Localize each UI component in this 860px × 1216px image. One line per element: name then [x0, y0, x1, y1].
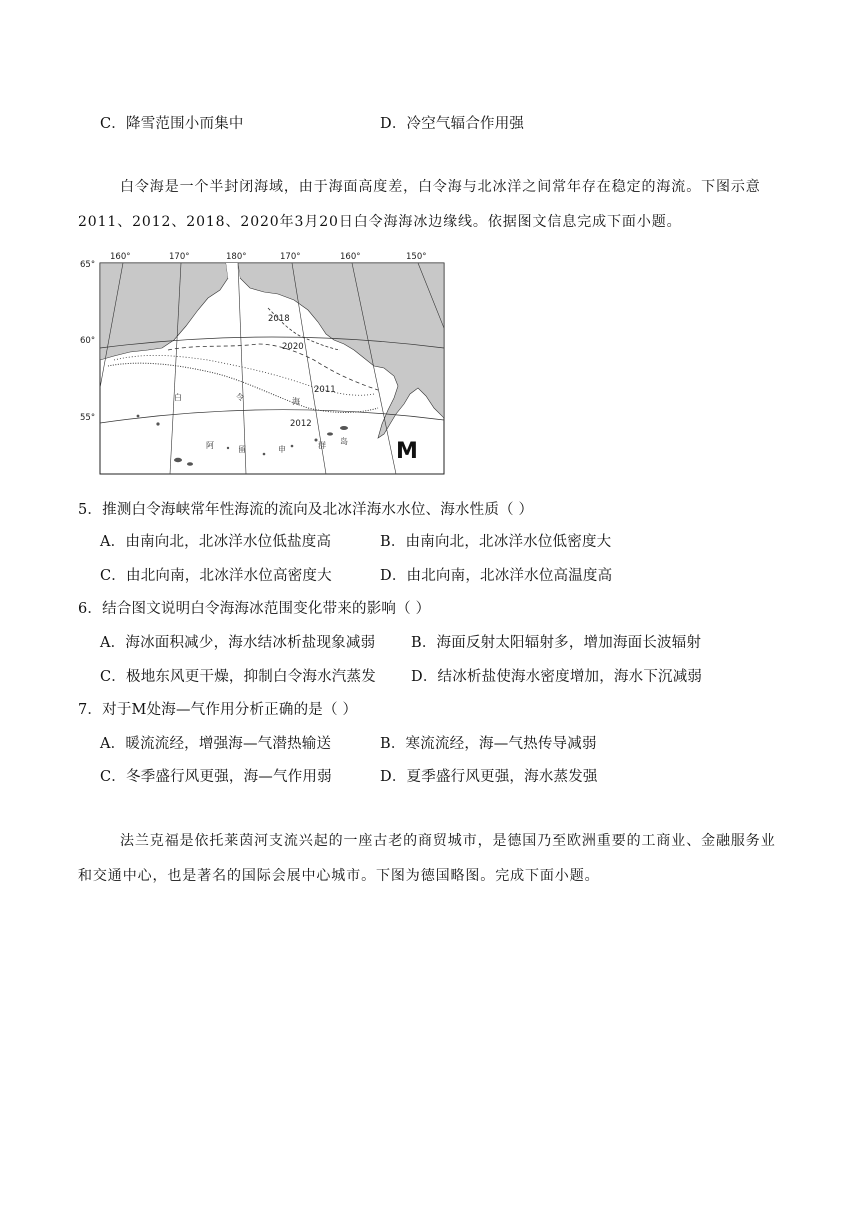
bering-sea-ice-map [78, 248, 448, 476]
lat-label-60: 60° [80, 336, 96, 346]
lat-label-65: 65° [80, 260, 96, 270]
question-7-option-d: D．夏季盛行风更强，海水蒸发强 [380, 769, 598, 785]
prev-option-d: D．冷空气辐合作用强 [380, 116, 525, 132]
passage-bering-sea: 白令海是一个半封闭海域，由于海面高度差，白令海与北冰洋之间常年存在稳定的海流。下图示意2011、2012、2018、2020年3月20日白令海海冰边缘线。依据图文信息完成下面小题。 [78, 179, 761, 230]
question-7-option-c: C．冬季盛行风更强，海—气作用弱 [100, 769, 332, 785]
question-7-option-b: B．寒流流经，海—气热传导减弱 [380, 736, 597, 752]
question-6-option-d: D．结冰析盐使海水密度增加，海水下沉减弱 [411, 669, 703, 685]
question-7-stem: 7．对于M处海—气作用分析正确的是（ ） [78, 702, 358, 718]
lon-label-160w: 160° [110, 252, 131, 262]
lon-label-150e: 150° [406, 252, 427, 262]
question-5-option-a: A．由南向北，北冰洋水位低盐度高 [100, 534, 332, 550]
lat-label-55: 55° [80, 413, 96, 423]
question-6-stem: 6．结合图文说明白令海海冰范围变化带来的影响（ ） [78, 601, 431, 617]
island-char-3: 申 [278, 445, 286, 454]
lon-label-170w: 170° [169, 252, 190, 262]
passage-frankfurt: 法兰克福是依托莱茵河支流兴起的一座古老的商贸城市，是德国乃至欧洲重要的工商业、金融服务业和交通中心，也是著名的国际会展中心城市。下图为德国略图。完成下面小题。 [78, 833, 776, 884]
prev-option-c: C．降雪范围小而集中 [100, 116, 244, 132]
island-char-5: 岛 [340, 437, 348, 446]
question-5-option-c: C．由北向南，北冰洋水位高密度大 [100, 568, 332, 584]
sea-char-3: 海 [292, 397, 300, 406]
sea-char-1: 白 [174, 393, 182, 402]
lon-label-160e: 160° [340, 252, 361, 262]
question-6-option-a: A．海冰面积减少，海水结冰析盐现象减弱 [100, 635, 376, 651]
lon-label-180: 180° [226, 252, 247, 262]
lon-label-170e: 170° [280, 252, 301, 262]
question-6-option-b: B．海面反射太阳辐射多，增加海面长波辐射 [411, 635, 702, 651]
marker-m: M [396, 439, 418, 464]
question-5-stem: 5．推测白令海峡常年性海流的流向及北冰洋海水水位、海水性质（ ） [78, 502, 534, 518]
island-char-4: 群 [318, 441, 326, 450]
year-label-2012: 2012 [290, 419, 312, 429]
question-5-option-d: D．由北向南，北冰洋水位高温度高 [380, 568, 613, 584]
question-6-option-c: C．极地东风更干燥，抑制白令海水汽蒸发 [100, 669, 376, 685]
year-label-2018: 2018 [268, 314, 290, 324]
island-char-1: 阿 [206, 441, 214, 450]
sea-char-2: 令 [236, 393, 244, 402]
question-7-option-a: A．暖流流经，增强海—气潜热输送 [100, 736, 332, 752]
year-label-2020: 2020 [282, 342, 304, 352]
island-char-2: 留 [238, 445, 246, 454]
question-5-option-b: B．由南向北，北冰洋水位低密度大 [380, 534, 612, 550]
year-label-2011: 2011 [314, 385, 336, 395]
